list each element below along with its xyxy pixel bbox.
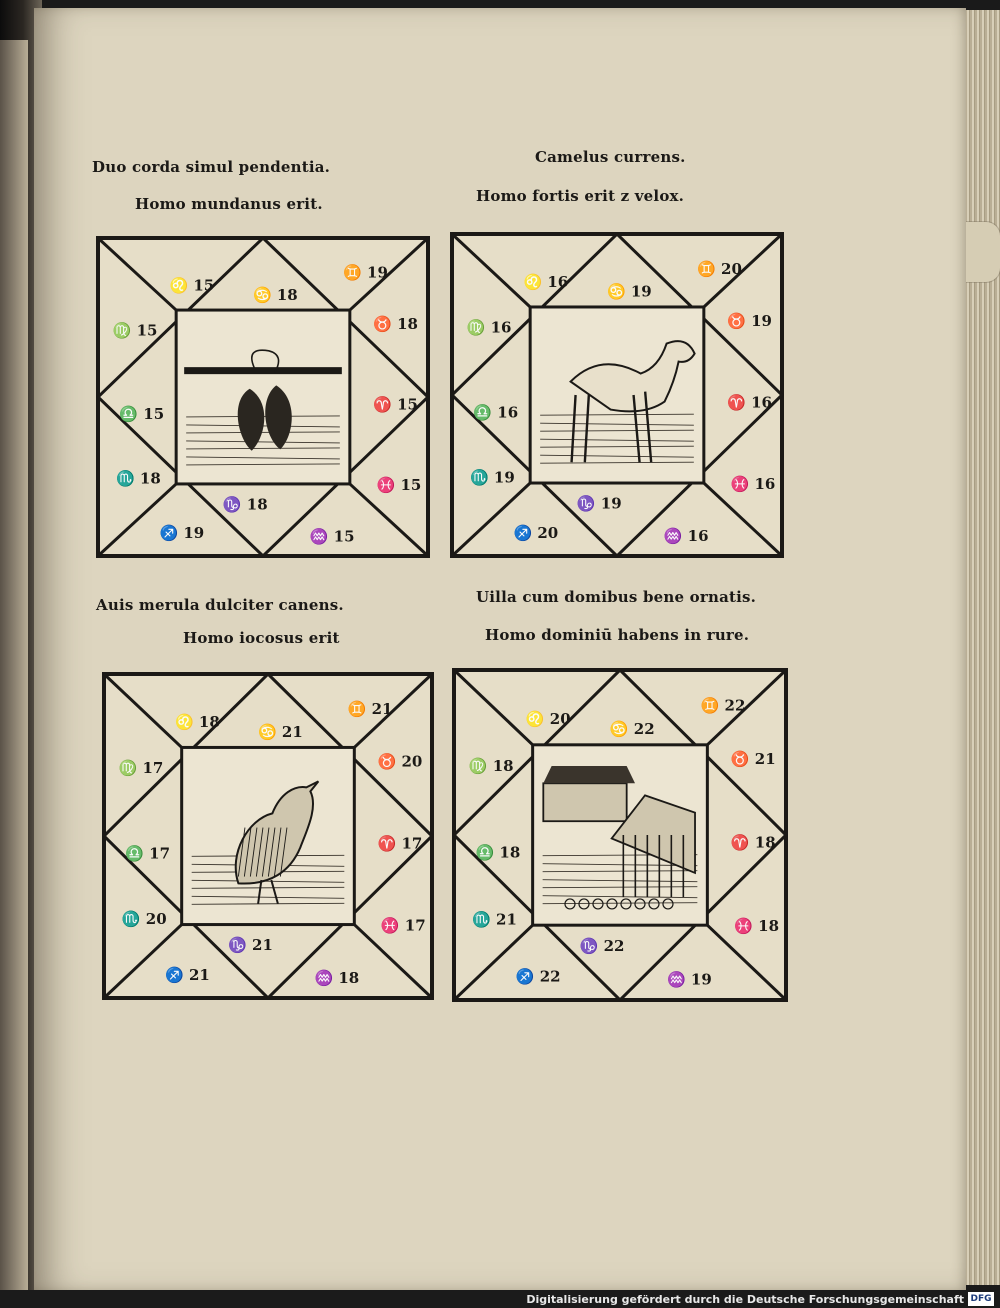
house-label: ♉ 21 bbox=[730, 750, 776, 769]
house-label: ♌ 18 bbox=[175, 713, 220, 732]
horoscope-chart-2 bbox=[450, 232, 784, 558]
house-label: ♉ 19 bbox=[727, 312, 773, 331]
panel-3-subtitle: Homo iocosus erit bbox=[183, 629, 340, 647]
house-label: ♒ 19 bbox=[667, 970, 712, 989]
house-label: ♈ 15 bbox=[373, 395, 419, 414]
panel-1-title: Duo corda simul pendentia. bbox=[92, 158, 331, 176]
panel-2-title: Camelus currens. bbox=[535, 148, 686, 166]
house-label: ♏ 20 bbox=[121, 910, 167, 928]
house-label: ♒ 15 bbox=[309, 527, 355, 546]
footer-credit: Digitalisierung gefördert durch die Deutsche Forschungsgemeinschaft bbox=[526, 1293, 964, 1306]
house-label: ♓ 15 bbox=[376, 475, 422, 494]
previous-page-edge bbox=[0, 40, 28, 1290]
house-label: ♎ 15 bbox=[119, 405, 165, 424]
horoscope-chart-1 bbox=[96, 236, 430, 558]
house-label: ♓ 16 bbox=[730, 475, 776, 494]
house-label: ♊ 22 bbox=[700, 696, 746, 715]
house-label: ♍ 15 bbox=[112, 321, 158, 340]
house-label: ♐ 20 bbox=[513, 523, 559, 542]
house-label: ♏ 19 bbox=[470, 468, 515, 487]
dfg-logo: DFG bbox=[968, 1292, 994, 1306]
house-label: ♑ 21 bbox=[228, 936, 273, 955]
house-label: ♏ 21 bbox=[472, 910, 517, 929]
panel-4-subtitle: Homo dominiū habens in rure. bbox=[485, 626, 750, 644]
panel-1-subtitle: Homo mundanus erit. bbox=[135, 195, 323, 213]
house-label: ♒ 16 bbox=[663, 527, 709, 546]
house-label: ♌ 15 bbox=[169, 276, 215, 295]
house-label: ♐ 21 bbox=[165, 965, 210, 984]
house-label: ♓ 18 bbox=[734, 917, 780, 936]
horoscope-svg bbox=[102, 672, 434, 1000]
house-label: ♉ 18 bbox=[373, 314, 419, 333]
house-label: ♈ 18 bbox=[730, 833, 776, 852]
house-label: ♎ 16 bbox=[473, 403, 519, 422]
page-edges bbox=[960, 10, 1000, 1285]
house-label: ♌ 20 bbox=[525, 710, 571, 729]
house-label: ♏ 18 bbox=[116, 469, 161, 488]
house-label: ♓ 17 bbox=[380, 916, 426, 935]
house-label: ♒ 18 bbox=[314, 969, 360, 988]
house-label: ♑ 22 bbox=[579, 937, 625, 956]
horoscope-chart-3 bbox=[102, 672, 434, 1000]
house-label: ♈ 16 bbox=[727, 393, 773, 412]
horoscope-svg bbox=[96, 236, 430, 558]
house-label: ♍ 16 bbox=[466, 318, 512, 337]
house-label: ♍ 18 bbox=[468, 756, 514, 775]
house-label: ♊ 21 bbox=[347, 700, 393, 719]
house-label: ♋ 18 bbox=[252, 285, 298, 304]
panel-2-subtitle: Homo fortis erit z velox. bbox=[476, 187, 685, 205]
panel-3-title: Auis merula dulciter canens. bbox=[96, 596, 344, 614]
house-label: ♑ 18 bbox=[222, 495, 268, 514]
house-label: ♍ 17 bbox=[118, 759, 164, 778]
house-label: ♎ 18 bbox=[475, 843, 521, 862]
house-label: ♎ 17 bbox=[125, 844, 171, 863]
house-label: ♋ 21 bbox=[258, 723, 303, 742]
house-label: ♊ 20 bbox=[697, 259, 742, 278]
house-label: ♋ 19 bbox=[606, 282, 652, 301]
horoscope-svg bbox=[452, 668, 788, 1002]
house-label: ♈ 17 bbox=[377, 834, 423, 853]
house-label: ♌ 16 bbox=[523, 272, 569, 291]
house-label: ♑ 19 bbox=[576, 494, 622, 513]
house-label: ♊ 19 bbox=[343, 263, 388, 282]
horoscope-chart-4 bbox=[452, 668, 788, 1002]
house-label: ♋ 22 bbox=[609, 720, 655, 739]
house-label: ♐ 19 bbox=[159, 524, 205, 543]
horoscope-svg bbox=[450, 232, 784, 558]
panel-4-title: Uilla cum domibus bene ornatis. bbox=[476, 588, 757, 606]
house-label: ♐ 22 bbox=[515, 967, 561, 986]
house-label: ♉ 20 bbox=[377, 752, 423, 771]
